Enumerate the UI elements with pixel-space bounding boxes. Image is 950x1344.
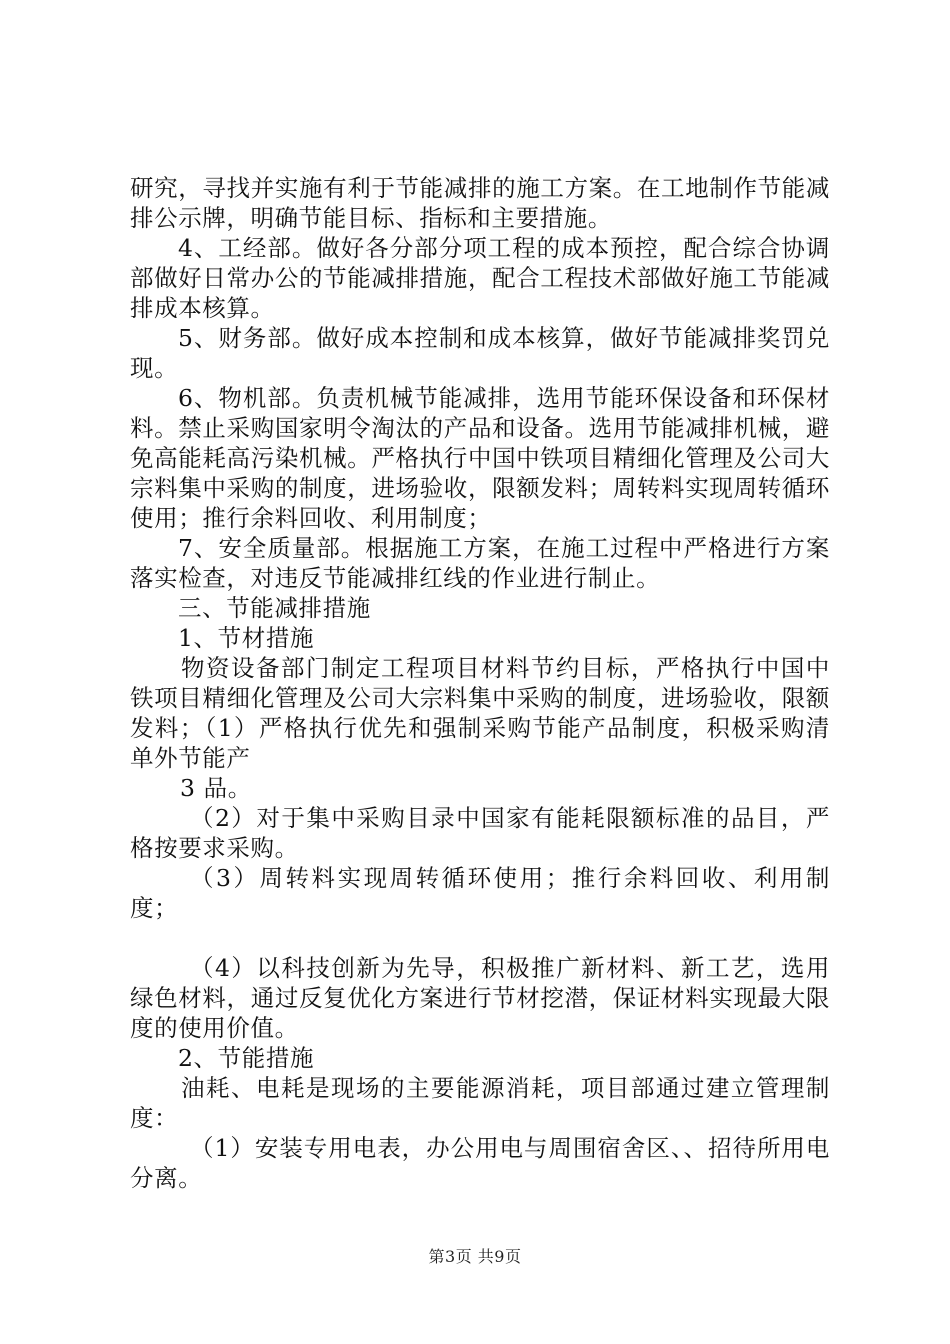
paragraph-page-fragment: 3 品。 [180,774,252,802]
list-item-energy-1: （1）安装专用电表，办公用电与周围宿舍区、、招待所用电分离。 [130,1134,830,1192]
paragraph-energy-consumption: 油耗、电耗是现场的主要能源消耗，项目部通过建立管理制度： [130,1074,830,1132]
paragraph-cost-dept: 4、工经部。做好各分部分项工程的成本预控，配合综合协调部做好日常办公的节能减排措施，配合工程技术部做好施工节能减排成本核算。 [130,234,830,322]
subheading-material-saving: 1、节材措施 [178,624,315,652]
document-body [130,173,830,1193]
paragraph-material-dept: 6、物机部。负责机械节能减排，选用节能环保设备和环保材料。禁止采购国家明令淘汰的产品和设备。选用节能减排机械，避免高能耗高污染机械。严格执行中国中铁项目精细化管理及公司大宗料集中采购的制度，进场验收，限额发料；周转料实现周转循环使用；推行余料回收、利用制度； [130,384,830,532]
list-item-2: （2）对于集中采购目录中国家有能耗限额标准的品目，严格按要求采购。 [130,804,830,862]
paragraph-material-saving: 物资设备部门制定工程项目材料节约目标，严格执行中国中铁项目精细化管理及公司大宗料集中采购的制度，进场验收，限额发料；（1）严格执行优先和强制采购节能产品制度，积极采购清单外节能产 [130,654,830,772]
blank-line [130,923,830,953]
paragraph-research: 研究，寻找并实施有利于节能减排的施工方案。在工地制作节能减排公示牌，明确节能目标、指标和主要措施。 [130,174,830,232]
paragraph-safety-dept: 7、安全质量部。根据施工方案，在施工过程中严格进行方案落实检查，对违反节能减排红线的作业进行制止。 [130,534,830,592]
page-footer: 第3页 共9页 [428,1247,522,1266]
list-item-3: （3）周转料实现周转循环使用；推行余料回收、利用制度； [130,864,830,922]
list-item-4: （4）以科技创新为先导，积极推广新材料、新工艺，选用绿色材料，通过反复优化方案进行节材挖潜，保证材料实现最大限度的使用价值。 [130,954,830,1042]
paragraph-finance-dept: 5、财务部。做好成本控制和成本核算，做好节能减排奖罚兑现。 [130,324,830,382]
subheading-energy-saving: 2、节能措施 [178,1044,315,1072]
section-heading-measures: 三、节能减排措施 [178,594,371,622]
